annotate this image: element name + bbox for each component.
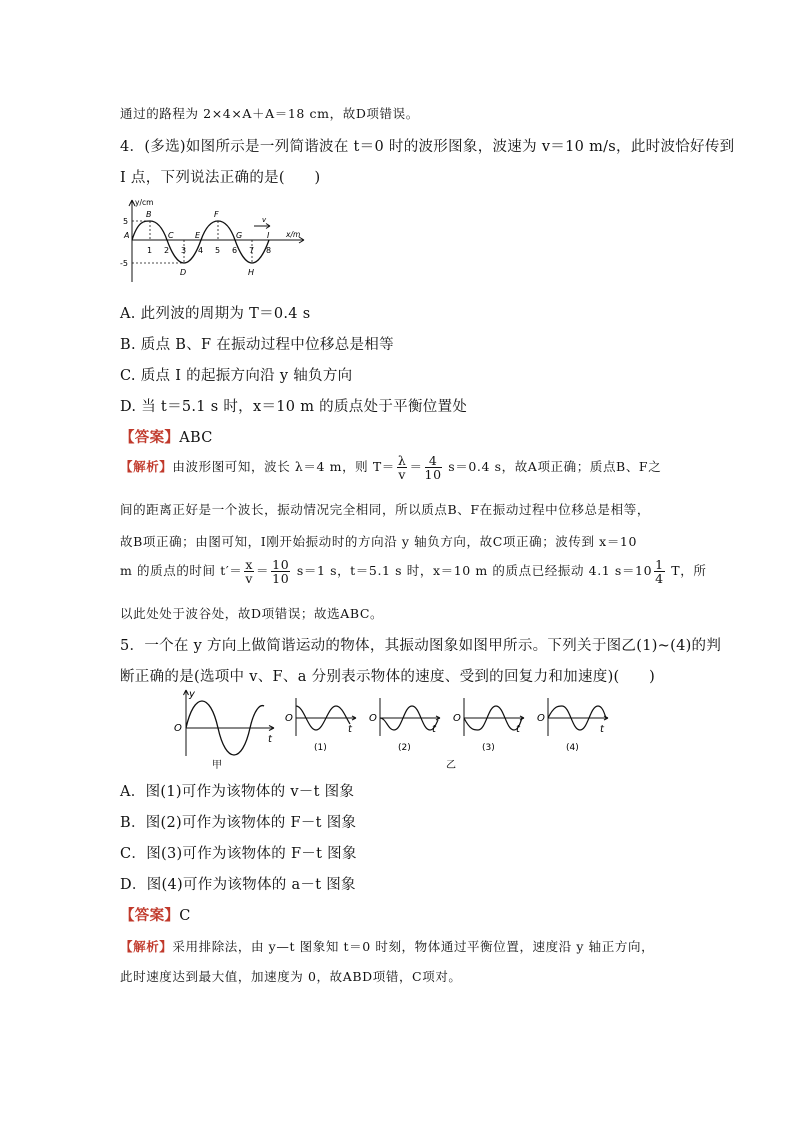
y-top-value: 5 — [123, 217, 129, 226]
figure-3 — [453, 698, 524, 753]
q4-analysis-line2: 间的距离正好是一个波长，振动情况完全相同，所以质点B、F在振动过程中位移总是相等， — [120, 502, 650, 517]
equals-sign: ＝ — [409, 459, 423, 474]
y-axis-label: y/cm — [135, 198, 154, 207]
point-f: F — [214, 210, 219, 219]
q5-option-c: C．图(3)可作为该物体的 F－t 图象 — [120, 846, 357, 862]
prev-answer-line: 通过的路程为 2×4×A＋A＝18 cm，故D项错误。 — [120, 106, 419, 121]
fraction-den: 10 — [272, 571, 290, 586]
q4-stem-line2: I 点，下列说法正确的是( ) — [120, 170, 321, 186]
jia-origin: O — [174, 723, 182, 734]
q5-analysis-line1 — [120, 937, 654, 955]
fraction-lambda-v — [397, 454, 408, 481]
velocity-label: v — [262, 216, 267, 224]
point-d: D — [180, 268, 187, 277]
q4-analysis-line3: 故B项正确；由图可知，I刚开始振动时的方向沿 y 轴负方向，故C项正确；波传到 x＝10 — [120, 534, 638, 549]
x-axis-label: x/m — [286, 230, 301, 239]
fig3-origin: O — [453, 713, 461, 724]
q5-option-d: D．图(4)可作为该物体的 a－t 图象 — [120, 877, 356, 893]
analysis-tag: 【解析】 — [120, 939, 173, 954]
q5-answer-line — [120, 904, 191, 925]
jia-y-label: y — [189, 689, 195, 700]
fig3-t-label: t — [516, 724, 520, 735]
fraction-den: 4 — [655, 571, 664, 586]
fraction-4-10 — [425, 454, 442, 481]
y-bottom-value: -5 — [120, 259, 128, 268]
analysis-text: s＝0.4 s，故A项正确；质点B、F之 — [443, 459, 662, 474]
fraction-num: 4 — [425, 454, 442, 468]
q5-stem-line2: 断正确的是(选项中 v、F、a 分别表示物体的速度、受到的回复力和加速度)( ) — [120, 669, 656, 685]
q4-analysis-line4 — [120, 558, 706, 585]
q5-vibration-figures — [170, 688, 620, 772]
fraction-num: λ — [397, 453, 407, 468]
point-i: I — [267, 231, 270, 240]
q4-option-c: C. 质点 I 的起振方向沿 y 轴负方向 — [120, 368, 353, 384]
figure-jia — [174, 689, 274, 771]
point-b: B — [146, 210, 152, 219]
fraction-num: 10 — [272, 557, 290, 572]
q4-option-a: A. 此列波的周期为 T＝0.4 s — [120, 306, 311, 322]
tick-2: 2 — [164, 246, 170, 255]
fig4-t-label: t — [600, 724, 604, 735]
tick-7: 7 — [249, 246, 255, 255]
equals-sign: ＝ — [256, 563, 270, 578]
q4-answer-line — [120, 426, 213, 447]
fraction-den: v — [245, 571, 254, 586]
fig4-origin: O — [537, 713, 545, 724]
answer-tag: 【答案】 — [120, 907, 180, 924]
wave-curve — [132, 221, 272, 263]
q4-option-d: D. 当 t＝5.1 s 时，x＝10 m 的质点处于平衡位置处 — [120, 399, 468, 415]
fig1-label: (1) — [314, 743, 327, 753]
fraction-den: 10 — [424, 467, 442, 482]
figure-1 — [285, 698, 356, 753]
fig3-label: (3) — [482, 743, 495, 753]
tick-4: 4 — [198, 246, 204, 255]
q4-wave-figure — [118, 196, 308, 286]
fig1-t-label: t — [348, 724, 352, 735]
fig2-origin: O — [369, 713, 377, 724]
answer-tag: 【答案】 — [120, 429, 180, 446]
tick-1: 1 — [147, 246, 153, 255]
q5-option-b: B．图(2)可作为该物体的 F－t 图象 — [120, 815, 357, 831]
jia-t-label: t — [268, 734, 272, 745]
figure-4 — [537, 698, 608, 753]
tick-5: 5 — [215, 246, 221, 255]
analysis-text: 由波形图可知，波长 λ＝4 m，则 T＝ — [172, 459, 395, 474]
fig2-label: (2) — [398, 743, 411, 753]
q4-option-b: B. 质点 B、F 在振动过程中位移总是相等 — [120, 337, 394, 353]
analysis-tag: 【解析】 — [120, 459, 173, 474]
fraction-1-4 — [654, 558, 665, 585]
q4-analysis-line5: 以此处处于波谷处，故D项错误；故选ABC。 — [120, 606, 384, 621]
fraction-num: x — [245, 557, 254, 572]
fraction-10-10 — [271, 558, 290, 585]
q4-stem-line1: 4．(多选)如图所示是一列简谐波在 t＝0 时的波形图象，波速为 v＝10 m/s，此时波恰好传到 — [120, 139, 735, 155]
fraction-den: v — [398, 467, 406, 482]
point-g: G — [236, 231, 243, 240]
tick-8: 8 — [266, 246, 272, 255]
figure-2 — [369, 698, 440, 753]
q5-option-a: A．图(1)可作为该物体的 v－t 图象 — [120, 784, 355, 800]
point-a: A — [124, 231, 130, 240]
q5-stem-line1: 5．一个在 y 方向上做简谐运动的物体，其振动图象如图甲所示。下列关于图乙(1)~(4)的判 — [120, 638, 722, 654]
analysis-text: s＝1 s，t＝5.1 s 时，x＝10 m 的质点已经振动 4.1 s＝10 — [292, 563, 653, 578]
tick-6: 6 — [232, 246, 238, 255]
yi-label: 乙 — [446, 760, 456, 771]
fraction-x-v — [244, 558, 254, 585]
point-c: C — [168, 231, 174, 240]
analysis-text: 采用排除法，由 y—t 图象知 t＝0 时刻，物体通过平衡位置，速度沿 y 轴正方向， — [172, 939, 655, 954]
analysis-text: T，所 — [666, 563, 707, 578]
tick-3: 3 — [181, 246, 187, 255]
q5-answer: C — [179, 908, 191, 924]
point-e: E — [195, 231, 201, 240]
q5-analysis-line2: 此时速度达到最大值，加速度为 0，故ABD项错，C项对。 — [120, 969, 462, 984]
analysis-text: m 的质点的时间 t′＝ — [120, 563, 243, 578]
q4-analysis-line1 — [120, 454, 661, 481]
fig1-origin: O — [285, 713, 293, 724]
fraction-num: 1 — [655, 557, 664, 572]
fig2-t-label: t — [432, 724, 436, 735]
point-h: H — [248, 268, 255, 277]
jia-label: 甲 — [212, 760, 222, 771]
q4-answer: ABC — [179, 430, 213, 446]
fig4-label: (4) — [566, 743, 579, 753]
